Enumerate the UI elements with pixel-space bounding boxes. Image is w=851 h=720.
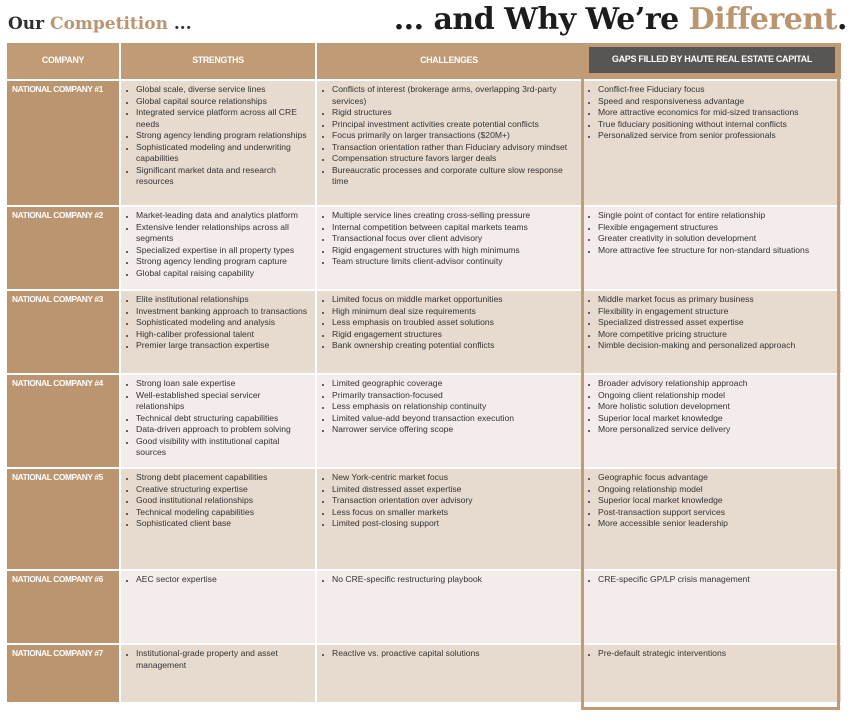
challenges-cell bbox=[317, 375, 583, 467]
gaps-list bbox=[588, 294, 836, 352]
header-right-title bbox=[394, 2, 847, 37]
strengths-list bbox=[126, 294, 310, 352]
list-item: • Limited focus on middle market opportunities bbox=[332, 294, 576, 306]
list-item: • Limited value-add beyond transaction execution bbox=[332, 413, 576, 425]
list-item: • Data-driven approach to problem solving bbox=[136, 424, 310, 436]
strengths-list bbox=[126, 574, 310, 586]
list-item: • Reactive vs. proactive capital solutions bbox=[332, 648, 576, 660]
list-item: • Elite institutional relationships bbox=[136, 294, 310, 306]
list-item: • Less focus on smaller markets bbox=[332, 507, 576, 519]
list-item: • Well-established special servicer relationships bbox=[136, 390, 310, 413]
company-name: NATIONAL COMPANY #6 bbox=[7, 571, 121, 643]
list-item: • Global capital raising capability bbox=[136, 268, 310, 280]
list-item: • Principal investment activities create potential conflicts bbox=[332, 119, 576, 131]
list-item: • Geographic focus advantage bbox=[598, 472, 836, 484]
list-item: • Transactional focus over client advisory bbox=[332, 233, 576, 245]
gaps-cell bbox=[583, 81, 841, 205]
gaps-cell bbox=[583, 645, 841, 702]
list-item: • Strong agency lending program capture bbox=[136, 256, 310, 268]
list-item: • Strong agency lending program relationships bbox=[136, 130, 310, 142]
strengths-cell bbox=[121, 469, 317, 569]
list-item: • Technical debt structuring capabilities bbox=[136, 413, 310, 425]
list-item: • Less emphasis on troubled asset solutions bbox=[332, 317, 576, 329]
list-item: • Creative structuring expertise bbox=[136, 484, 310, 496]
challenges-list bbox=[322, 472, 576, 530]
strengths-cell bbox=[121, 291, 317, 373]
list-item: • Limited post-closing support bbox=[332, 518, 576, 530]
list-item: • True fiduciary positioning without internal conflicts bbox=[598, 119, 836, 131]
header-right-accent: Different bbox=[688, 2, 838, 37]
list-item: • More personalized service delivery bbox=[598, 424, 836, 436]
header-left-suffix: ... bbox=[167, 14, 192, 34]
list-item: • Superior local market knowledge bbox=[598, 413, 836, 425]
list-item: • Narrower service offering scope bbox=[332, 424, 576, 436]
challenges-cell bbox=[317, 645, 583, 702]
list-item: • Global capital source relationships bbox=[136, 96, 310, 108]
table-row bbox=[7, 469, 841, 571]
list-item: • More attractive fee structure for non-standard situations bbox=[598, 245, 836, 257]
table-body bbox=[7, 81, 841, 704]
challenges-list bbox=[322, 574, 576, 586]
table-row bbox=[7, 645, 841, 704]
list-item: • Good institutional relationships bbox=[136, 495, 310, 507]
header-left-accent: Competition bbox=[50, 14, 168, 34]
table-row bbox=[7, 207, 841, 291]
list-item: • Strong loan sale expertise bbox=[136, 378, 310, 390]
company-name: NATIONAL COMPANY #3 bbox=[7, 291, 121, 373]
company-name: NATIONAL COMPANY #2 bbox=[7, 207, 121, 289]
list-item: • Significant market data and research resources bbox=[136, 165, 310, 188]
list-item: • Greater creativity in solution development bbox=[598, 233, 836, 245]
list-item: • Conflicts of interest (brokerage arms, overlapping 3rd-party services) bbox=[332, 84, 576, 107]
strengths-list bbox=[126, 378, 310, 459]
strengths-list bbox=[126, 472, 310, 530]
gaps-header-label: GAPS FILLED BY HAUTE REAL ESTATE CAPITAL bbox=[589, 47, 835, 73]
list-item: • Institutional-grade property and asset management bbox=[136, 648, 310, 671]
list-item: • Specialized distressed asset expertise bbox=[598, 317, 836, 329]
list-item: • Team structure limits client-advisor continuity bbox=[332, 256, 576, 268]
gaps-cell bbox=[583, 207, 841, 289]
list-item: • Multiple service lines creating cross-selling pressure bbox=[332, 210, 576, 222]
table-row bbox=[7, 571, 841, 645]
list-item: • Rigid structures bbox=[332, 107, 576, 119]
gaps-cell bbox=[583, 469, 841, 569]
gaps-list bbox=[588, 574, 836, 586]
list-item: • Rigid engagement structures with high minimums bbox=[332, 245, 576, 257]
list-item: • More accessible senior leadership bbox=[598, 518, 836, 530]
list-item: • Limited distressed asset expertise bbox=[332, 484, 576, 496]
gaps-cell bbox=[583, 571, 841, 643]
list-item: • Middle market focus as primary business bbox=[598, 294, 836, 306]
list-item: • New York-centric market focus bbox=[332, 472, 576, 484]
list-item: • Conflict-free Fiduciary focus bbox=[598, 84, 836, 96]
list-item: • Post-transaction support services bbox=[598, 507, 836, 519]
list-item: • Sophisticated modeling and analysis bbox=[136, 317, 310, 329]
challenges-cell bbox=[317, 207, 583, 289]
challenges-cell bbox=[317, 291, 583, 373]
list-item: • Primarily transaction-focused bbox=[332, 390, 576, 402]
header-left-title bbox=[8, 14, 192, 34]
strengths-cell bbox=[121, 81, 317, 205]
list-item: • Extensive lender relationships across all segments bbox=[136, 222, 310, 245]
list-item: • Focus primarily on larger transactions ($20M+) bbox=[332, 130, 576, 142]
list-item: • Transaction orientation over advisory bbox=[332, 495, 576, 507]
list-item: • Investment banking approach to transactions bbox=[136, 306, 310, 318]
list-item: • Flexible engagement structures bbox=[598, 222, 836, 234]
list-item: • Rigid engagement structures bbox=[332, 329, 576, 341]
header-right-suffix: . bbox=[837, 2, 847, 37]
column-header-strengths: STRENGTHS bbox=[121, 43, 317, 79]
challenges-list bbox=[322, 378, 576, 436]
column-header-challenges: CHALLENGES bbox=[317, 43, 583, 79]
list-item: • Bureaucratic processes and corporate culture slow response time bbox=[332, 165, 576, 188]
column-header-company: COMPANY bbox=[7, 43, 121, 79]
list-item: • Single point of contact for entire relationship bbox=[598, 210, 836, 222]
table-row bbox=[7, 375, 841, 469]
list-item: • Strong debt placement capabilities bbox=[136, 472, 310, 484]
list-item: • Less emphasis on relationship continuity bbox=[332, 401, 576, 413]
gaps-list bbox=[588, 378, 836, 436]
list-item: • Flexibility in engagement structure bbox=[598, 306, 836, 318]
list-item: • Transaction orientation rather than Fiduciary advisory mindset bbox=[332, 142, 576, 154]
challenges-cell bbox=[317, 469, 583, 569]
company-name: NATIONAL COMPANY #7 bbox=[7, 645, 121, 702]
list-item: • Compensation structure favors larger deals bbox=[332, 153, 576, 165]
list-item: • Technical modeling capabilities bbox=[136, 507, 310, 519]
challenges-list bbox=[322, 210, 576, 268]
list-item: • Internal competition between capital markets teams bbox=[332, 222, 576, 234]
challenges-list bbox=[322, 294, 576, 352]
strengths-cell bbox=[121, 645, 317, 702]
table-header-row bbox=[7, 43, 841, 81]
company-name: NATIONAL COMPANY #4 bbox=[7, 375, 121, 467]
strengths-list bbox=[126, 84, 310, 188]
list-item: • Sophisticated modeling and underwriting capabilities bbox=[136, 142, 310, 165]
list-item: • Bank ownership creating potential conflicts bbox=[332, 340, 576, 352]
list-item: • Ongoing relationship model bbox=[598, 484, 836, 496]
list-item: • Broader advisory relationship approach bbox=[598, 378, 836, 390]
header-left-prefix: Our bbox=[8, 14, 51, 34]
list-item: • Integrated service platform across all CRE needs bbox=[136, 107, 310, 130]
strengths-cell bbox=[121, 571, 317, 643]
gaps-cell bbox=[583, 375, 841, 467]
challenges-cell bbox=[317, 571, 583, 643]
list-item: • AEC sector expertise bbox=[136, 574, 310, 586]
list-item: • Specialized expertise in all property types bbox=[136, 245, 310, 257]
list-item: • Sophisticated client base bbox=[136, 518, 310, 530]
strengths-cell bbox=[121, 207, 317, 289]
table-row bbox=[7, 291, 841, 375]
header-right-prefix: ... and Why We’re bbox=[393, 2, 689, 37]
gaps-list bbox=[588, 648, 836, 660]
company-name: NATIONAL COMPANY #5 bbox=[7, 469, 121, 569]
strengths-list bbox=[126, 648, 310, 671]
list-item: • More holistic solution development bbox=[598, 401, 836, 413]
list-item: • Premier large transaction expertise bbox=[136, 340, 310, 352]
list-item: • Speed and responsiveness advantage bbox=[598, 96, 836, 108]
list-item: • More attractive economics for mid-sized transactions bbox=[598, 107, 836, 119]
list-item: • Global scale, diverse service lines bbox=[136, 84, 310, 96]
list-item: • High-caliber professional talent bbox=[136, 329, 310, 341]
strengths-list bbox=[126, 210, 310, 279]
gaps-list bbox=[588, 210, 836, 256]
list-item: • Personalized service from senior professionals bbox=[598, 130, 836, 142]
table-row bbox=[7, 81, 841, 207]
list-item: • No CRE-specific restructuring playbook bbox=[332, 574, 576, 586]
list-item: • CRE-specific GP/LP crisis management bbox=[598, 574, 836, 586]
strengths-cell bbox=[121, 375, 317, 467]
challenges-list bbox=[322, 648, 576, 660]
column-header-gaps bbox=[583, 43, 841, 79]
list-item: • High minimum deal size requirements bbox=[332, 306, 576, 318]
list-item: • Nimble decision-making and personalized approach bbox=[598, 340, 836, 352]
list-item: • Market-leading data and analytics platform bbox=[136, 210, 310, 222]
list-item: • Ongoing client relationship model bbox=[598, 390, 836, 402]
list-item: • Limited geographic coverage bbox=[332, 378, 576, 390]
company-name: NATIONAL COMPANY #1 bbox=[7, 81, 121, 205]
list-item: • Good visibility with institutional capital sources bbox=[136, 436, 310, 459]
challenges-cell bbox=[317, 81, 583, 205]
gaps-cell bbox=[583, 291, 841, 373]
list-item: • More competitive pricing structure bbox=[598, 329, 836, 341]
comparison-table bbox=[7, 43, 841, 704]
list-item: • Superior local market knowledge bbox=[598, 495, 836, 507]
gaps-list bbox=[588, 84, 836, 142]
gaps-list bbox=[588, 472, 836, 530]
challenges-list bbox=[322, 84, 576, 188]
list-item: • Pre-default strategic interventions bbox=[598, 648, 836, 660]
